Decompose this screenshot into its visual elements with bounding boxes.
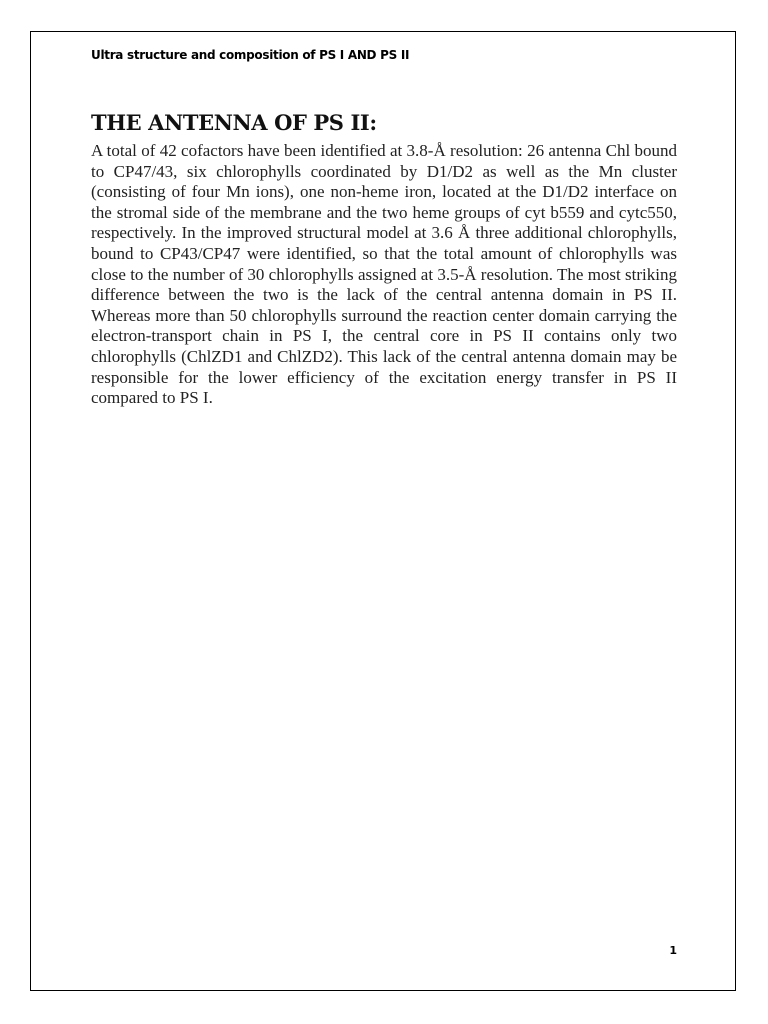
section-heading: THE ANTENNA OF PS II:	[91, 110, 377, 135]
document-page	[30, 31, 736, 991]
page-number: 1	[669, 944, 677, 957]
running-header: Ultra structure and composition of PS I AND PS II	[91, 48, 410, 62]
body-paragraph: A total of 42 cofactors have been identified at 3.8-Å resolution: 26 antenna Chl bound to CP47/43, six chlorophylls coordinated by D1/D2 as well as the Mn cluster (consisting of four Mn ions), one non-heme iron, located at the D1/D2 interface on the stromal side of the membrane and the two heme groups of cyt b559 and cytc550, respectively. In the improved structural model at 3.6 Å three additional chlorophylls, bound to CP43/CP47 were identified, so that the total amount of chlorophylls was close to the number of 30 chlorophylls assigned at 3.5-Å resolution. The most striking difference between the two is the lack of the central antenna domain in PS II. Whereas more than 50 chlorophylls surround the reaction center domain carrying the electron-transport chain in PS I, the central core in PS II contains only two chlorophylls (ChlZD1 and ChlZD2). This lack of the central antenna domain may be responsible for the lower efficiency of the excitation energy transfer in PS II compared to PS I.	[91, 141, 677, 408]
